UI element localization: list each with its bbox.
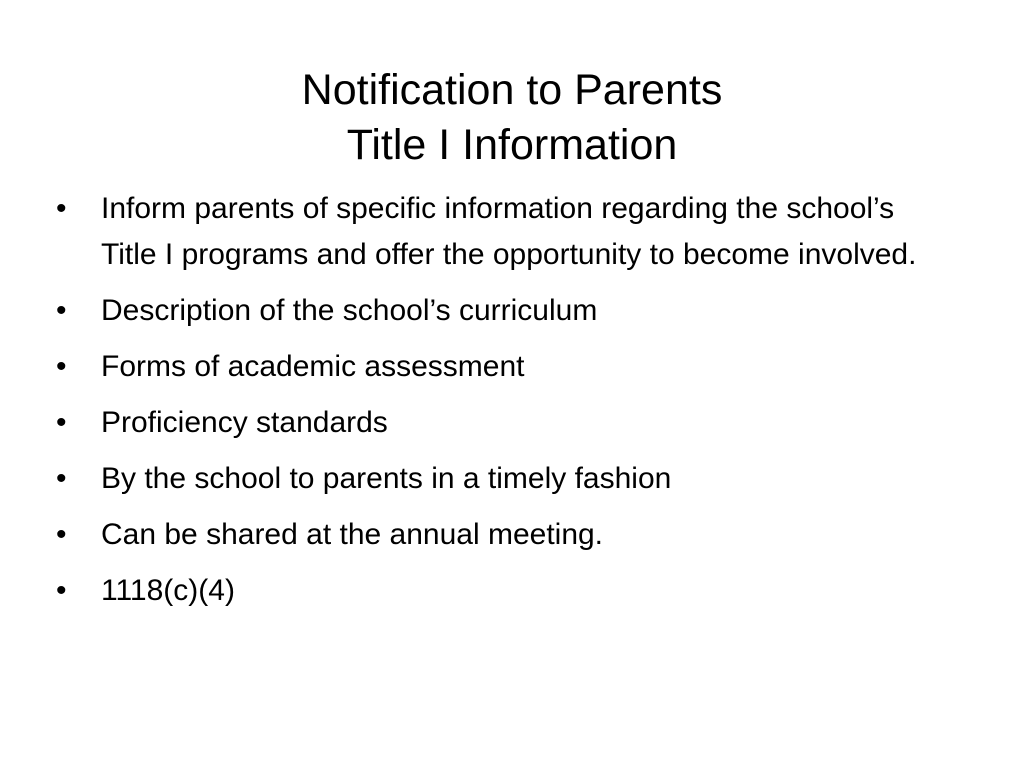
bullet-text: Can be shared at the annual meeting. — [101, 518, 604, 551]
bullet-icon: • — [56, 350, 67, 383]
bullet-text: Proficiency standards — [101, 406, 388, 439]
bullet-item-citation — [56, 568, 956, 614]
bullet-icon: • — [56, 294, 67, 327]
bullet-list — [56, 186, 956, 624]
bullet-item-timely-fashion — [56, 456, 956, 502]
bullet-icon: • — [56, 462, 67, 495]
bullet-text: Inform parents of specific information regarding the school’s Title I programs and offer the opportunity to become involved. — [101, 192, 917, 271]
bullet-text: By the school to parents in a timely fashion — [101, 462, 672, 495]
bullet-text: Forms of academic assessment — [101, 350, 525, 383]
slide-title — [80, 63, 944, 173]
bullet-icon: • — [56, 518, 67, 551]
bullet-text: Description of the school’s curriculum — [101, 294, 598, 327]
bullet-item-assessment — [56, 344, 956, 390]
bullet-icon: • — [56, 574, 67, 607]
bullet-item-curriculum — [56, 288, 956, 334]
bullet-item-proficiency — [56, 400, 956, 446]
bullet-icon: • — [56, 406, 67, 439]
bullet-icon: • — [56, 192, 67, 225]
slide-title-line-2: Title I Information — [346, 120, 678, 169]
slide-title-line-1: Notification to Parents — [301, 65, 723, 114]
bullet-item-annual-meeting — [56, 512, 956, 558]
bullet-item-parent-information — [56, 186, 956, 278]
bullet-text: 1118(c)(4) — [101, 574, 235, 607]
